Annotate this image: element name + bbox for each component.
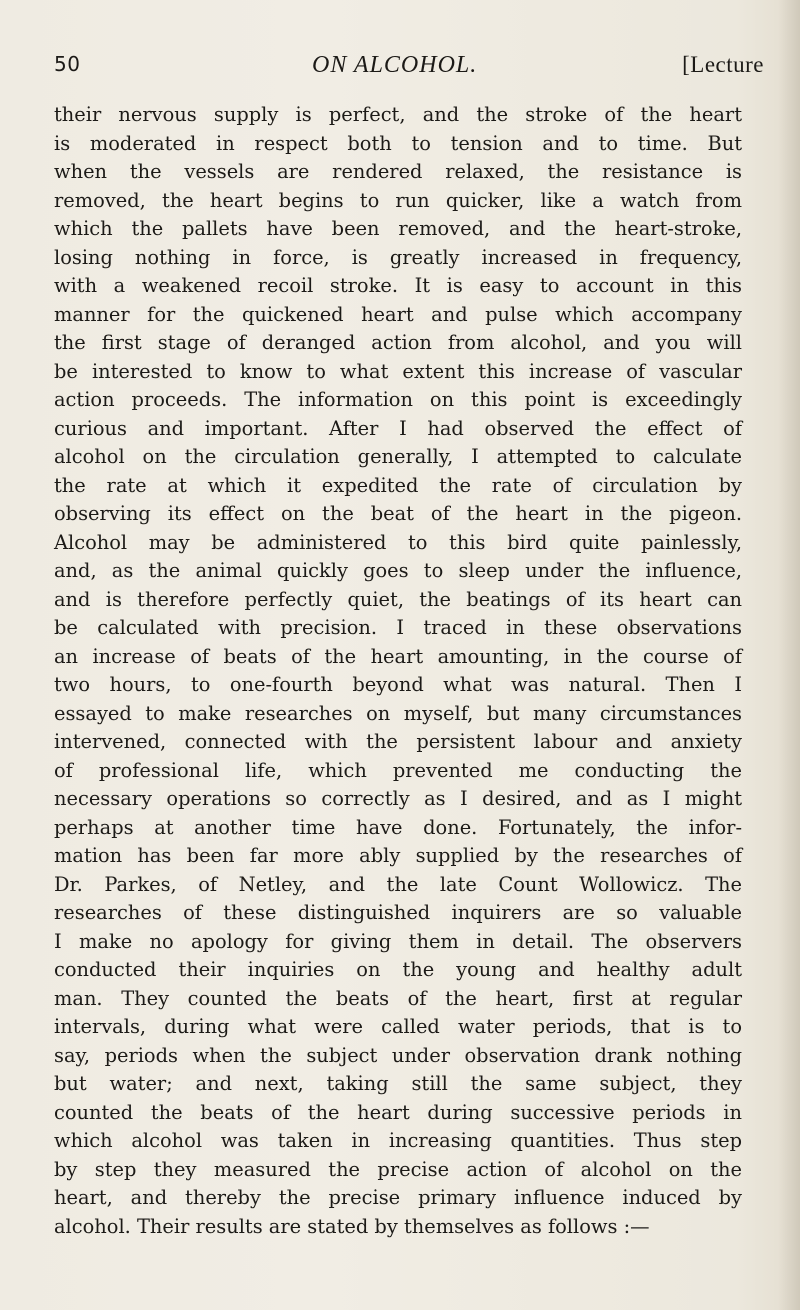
running-header: [54, 52, 764, 86]
text-line: is moderated in respect both to tension and to time. But: [54, 131, 742, 155]
page-edge-shadow: [778, 0, 800, 1310]
text-line: manner for the quickened heart and pulse which accompany: [54, 302, 742, 326]
page-number: 50: [54, 52, 81, 76]
text-line: perhaps at another time have done. Fortunately, the infor-: [54, 815, 742, 839]
text-line: researches of these distinguished inquirers are so valuable: [54, 901, 742, 924]
section-label: [Lecture: [682, 52, 764, 77]
text-line: by step they measured the precise action of alcohol on the: [54, 1157, 742, 1181]
text-line: mation has been far more ably supplied by the researches of: [54, 844, 742, 867]
body-text: [54, 101, 742, 1241]
text-line: the first stage of deranged action from alcohol, and you will: [54, 331, 742, 354]
text-line: be interested to know to what extent this increase of vascular: [54, 359, 742, 383]
text-line: action proceeds. The information on this point is exceedingly: [54, 388, 742, 411]
text-line: of professional life, which prevented me conducting the: [54, 758, 742, 782]
text-line: their nervous supply is perfect, and the stroke of the heart: [54, 103, 742, 126]
text-line: intervened, connected with the persistent labour and anxiety: [54, 730, 742, 753]
text-line: heart, and thereby the precise primary influence induced by: [54, 1186, 742, 1209]
text-line: be calculated with precision. I traced in these observations: [54, 616, 742, 639]
text-line: with a weakened recoil stroke. It is easy to account in this: [54, 274, 742, 297]
text-line: Alcohol may be administered to this bird quite painlessly,: [54, 530, 742, 554]
text-line: intervals, during what were called water periods, that is to: [54, 1015, 742, 1038]
text-line: two hours, to one-fourth beyond what was natural. Then I: [54, 673, 742, 696]
text-line: losing nothing in force, is greatly increased in frequency,: [54, 245, 742, 269]
text-line: essayed to make researches on myself, but many circumstances: [54, 701, 742, 725]
text-line: an increase of beats of the heart amounting, in the course of: [54, 644, 742, 668]
text-line: when the vessels are rendered relaxed, the resistance is: [54, 160, 742, 183]
text-line: alcohol on the circulation generally, I attempted to calculate: [54, 445, 742, 468]
text-line: counted the beats of the heart during successive periods in: [54, 1100, 742, 1124]
text-line: curious and important. After I had observed the effect of: [54, 416, 742, 440]
text-line: and is therefore perfectly quiet, the beatings of its heart can: [54, 587, 742, 611]
running-title: ON ALCOHOL.: [312, 52, 478, 78]
text-line: alcohol. Their results are stated by themselves as follows :—: [54, 1214, 650, 1238]
text-line: Dr. Parkes, of Netley, and the late Count Wollowicz. The: [54, 872, 742, 896]
text-line: and, as the animal quickly goes to sleep under the influence,: [54, 559, 742, 582]
text-line: observing its effect on the beat of the heart in the pigeon.: [54, 502, 742, 525]
text-line: the rate at which it expedited the rate of circulation by: [54, 473, 742, 497]
text-line: which the pallets have been removed, and the heart-stroke,: [54, 217, 742, 240]
text-line: I make no apology for giving them in detail. The observers: [54, 929, 742, 953]
text-line: removed, the heart begins to run quicker, like a watch from: [54, 188, 742, 212]
text-line: man. They counted the beats of the heart, first at regular: [54, 986, 742, 1010]
text-line: which alcohol was taken in increasing quantities. Thus step: [54, 1129, 742, 1152]
text-line: conducted their inquiries on the young and healthy adult: [54, 958, 742, 981]
text-line: necessary operations so correctly as I desired, and as I might: [54, 787, 742, 810]
text-line: say, periods when the subject under observation drank nothing: [54, 1043, 742, 1067]
text-line: but water; and next, taking still the same subject, they: [54, 1072, 742, 1095]
